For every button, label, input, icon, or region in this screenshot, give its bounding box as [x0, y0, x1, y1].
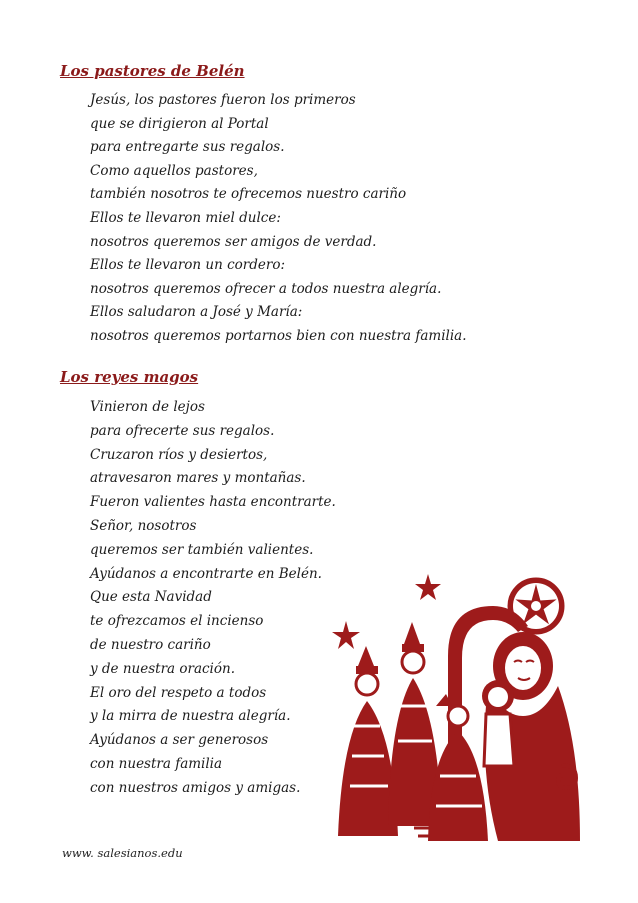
verse-line: y de nuestra oración.: [90, 660, 235, 677]
verse-pastores: [90, 89, 466, 349]
verse-line: Como aquellos pastores,: [90, 162, 258, 179]
verse-line: atravesaron mares y montañas.: [90, 470, 306, 487]
verse-line: Vinieron de lejos: [90, 399, 205, 415]
verse-line: Fueron valientes hasta encontrarte.: [90, 494, 336, 511]
verse-line: nosotros queremos ser amigos de verdad.: [90, 233, 377, 250]
verse-line: Jesús, los pastores fueron los primeros: [90, 92, 356, 108]
section-title-reyes: Los reyes magos: [60, 368, 199, 386]
verse-line: con nuestra familia: [90, 755, 223, 772]
verse-line: Cruzaron ríos y desiertos,: [90, 446, 268, 463]
verse-line: queremos ser también valientes.: [90, 541, 314, 558]
footer-website: www. salesianos.edu: [62, 846, 183, 860]
verse-line: de nuestro cariño: [90, 636, 211, 653]
section-title-pastores: Los pastores de Belén: [60, 62, 245, 80]
verse-line: Ayúdanos a ser generosos: [90, 732, 269, 749]
verse-line: nosotros queremos ofrecer a todos nuestra alegría.: [90, 280, 442, 297]
small-star-icon: [415, 574, 441, 600]
verse-line: El oro del respeto a todos: [90, 684, 267, 701]
verse-reyes: [90, 396, 336, 801]
verse-line: con nuestros amigos y amigas.: [90, 779, 301, 796]
verse-line: para entregarte sus regalos.: [90, 139, 285, 156]
verse-line: Ellos te llevaron miel dulce:: [90, 209, 281, 226]
verse-line: también nosotros te ofrecemos nuestro cariño: [90, 186, 407, 203]
verse-line: y la mirra de nuestra alegría.: [90, 708, 291, 725]
nativity-magi-illustration: [318, 566, 590, 846]
verse-line: Señor, nosotros: [90, 517, 197, 534]
verse-line: nosotros queremos portarnos bien con nuestra familia.: [90, 327, 467, 344]
verse-line: para ofrecerte sus regalos.: [90, 422, 275, 439]
verse-line: te ofrezcamos el incienso: [90, 613, 264, 630]
verse-line: Ellos saludaron a José y María:: [90, 304, 303, 321]
child-figure: [482, 680, 514, 766]
verse-line: Ayúdanos a encontrarte en Belén.: [90, 565, 322, 582]
verse-line: que se dirigieron al Portal: [90, 115, 269, 132]
small-star-icon: [332, 621, 360, 649]
verse-line: Ellos te llevaron un cordero:: [90, 257, 285, 274]
verse-line: Que esta Navidad: [90, 589, 212, 606]
